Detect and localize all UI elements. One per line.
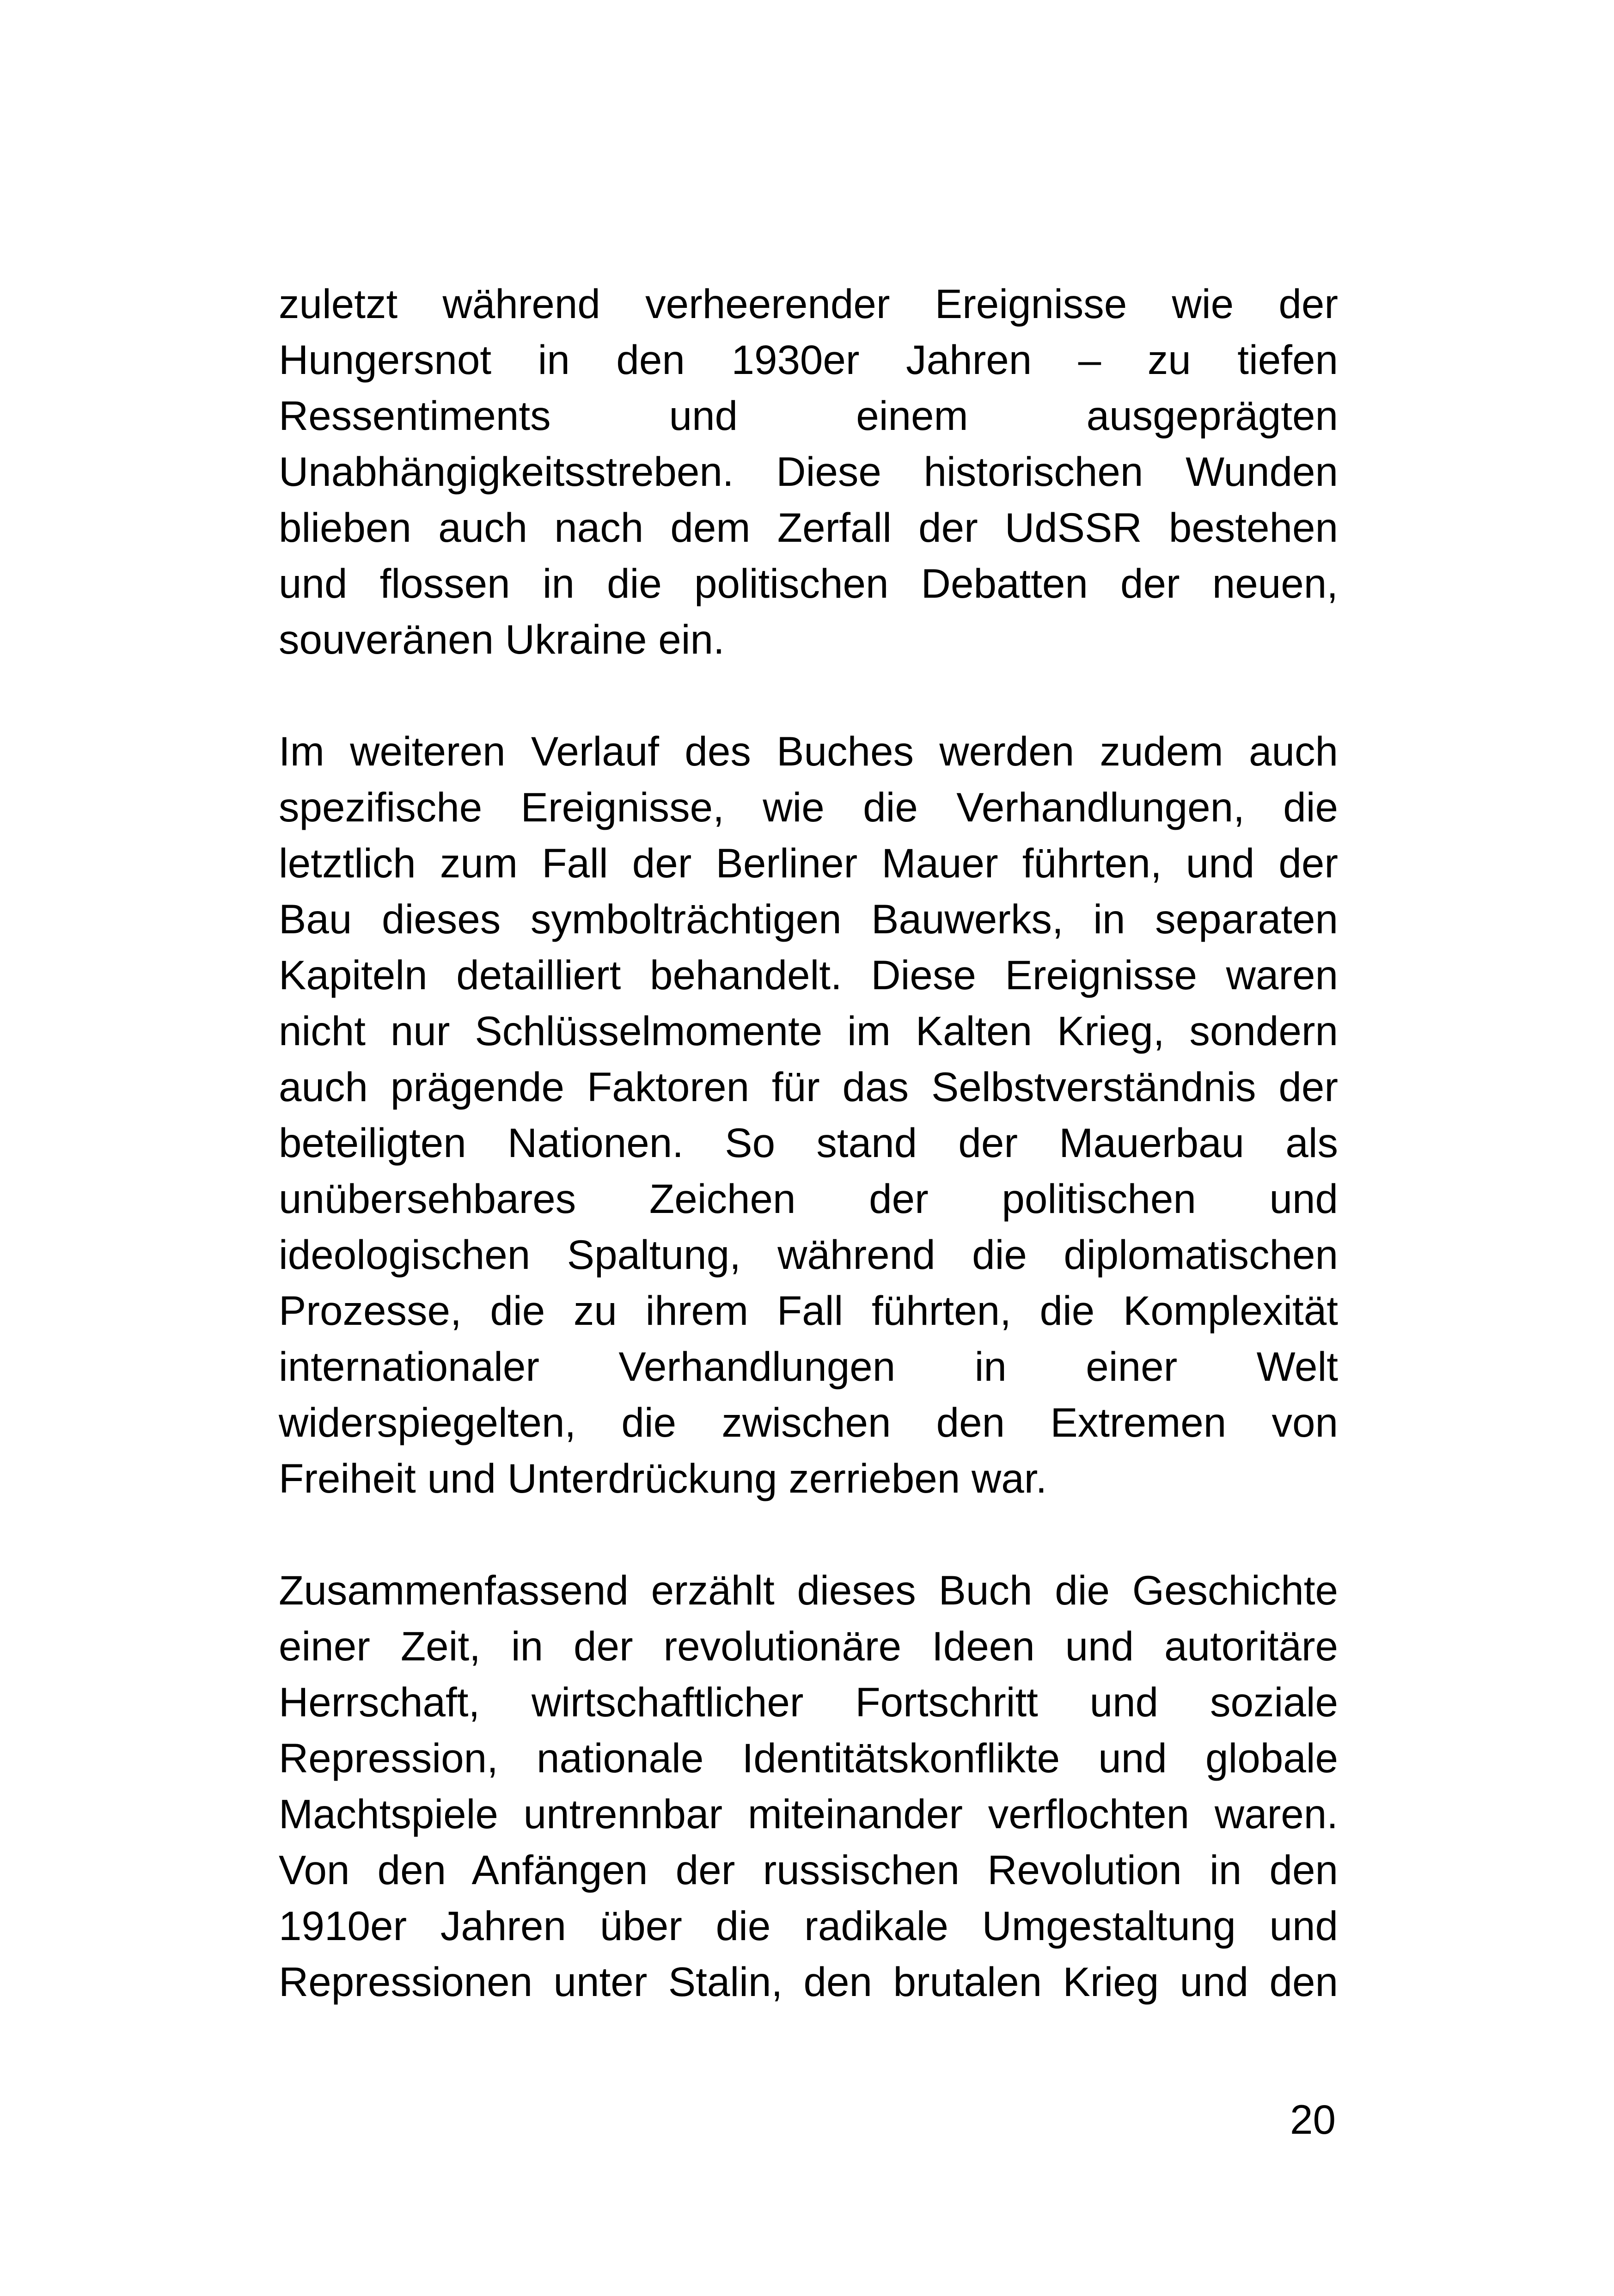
text-line: Repressionen unter Stalin, den brutalen Krieg und den [279,1959,1338,2005]
text-line: Von den Anfängen der russischen Revolution in den [279,1847,1338,1893]
paragraph-3 [279,1562,1338,2010]
text-line: Bau dieses symbolträchtigen Bauwerks, in separaten [279,896,1338,942]
text-line: Kapiteln detailliert behandelt. Diese Ereignisse waren [279,952,1338,998]
text-line: Zusammenfassend erzählt dieses Buch die Geschichte [279,1567,1338,1613]
text-line: und flossen in die politischen Debatten der neuen, [279,560,1338,606]
text-line: ideologischen Spaltung, während die diplomatischen [279,1231,1338,1278]
text-line: Im weiteren Verlauf des Buches werden zudem auch [279,728,1338,774]
text-line: widerspiegelten, die zwischen den Extremen von [279,1399,1338,1445]
text-line: Machtspiele untrennbar miteinander verflochten waren. [279,1791,1338,1837]
text-line: Hungersnot in den 1930er Jahren – zu tiefen [279,337,1338,383]
body-text [279,276,1338,2010]
page-number: 20 [1290,2096,1336,2143]
text-line: blieben auch nach dem Zerfall der UdSSR bestehen [279,504,1338,551]
paragraph-2 [279,723,1338,1506]
text-line: beteiligten Nationen. So stand der Mauerbau als [279,1120,1338,1166]
text-line: spezifische Ereignisse, wie die Verhandlungen, die [279,784,1338,830]
text-line: Repression, nationale Identitätskonflikte und globale [279,1735,1338,1781]
text-line: einer Zeit, in der revolutionäre Ideen und autoritäre [279,1623,1338,1669]
text-line: auch prägende Faktoren für das Selbstverständnis der [279,1064,1338,1110]
text-line: Ressentiments und einem ausgeprägten [279,392,1338,439]
paragraph-1 [279,276,1338,667]
text-line: internationaler Verhandlungen in einer Welt [279,1343,1338,1390]
text-line: nicht nur Schlüsselmomente im Kalten Krieg, sondern [279,1008,1338,1054]
text-line: Unabhängigkeitsstreben. Diese historischen Wunden [279,448,1338,495]
text-line: unübersehbares Zeichen der politischen und [279,1176,1338,1222]
text-line: 1910er Jahren über die radikale Umgestaltung und [279,1903,1338,1949]
text-line: letztlich zum Fall der Berliner Mauer führten, und der [279,840,1338,886]
text-line: Prozesse, die zu ihrem Fall führten, die Komplexität [279,1287,1338,1334]
text-line: Freiheit und Unterdrückung zerrieben war. [279,1455,1047,1501]
text-line: Herrschaft, wirtschaftlicher Fortschritt und soziale [279,1679,1338,1725]
text-line: souveränen Ukraine ein. [279,616,725,662]
text-line: zuletzt während verheerender Ereignisse wie der [279,281,1338,327]
